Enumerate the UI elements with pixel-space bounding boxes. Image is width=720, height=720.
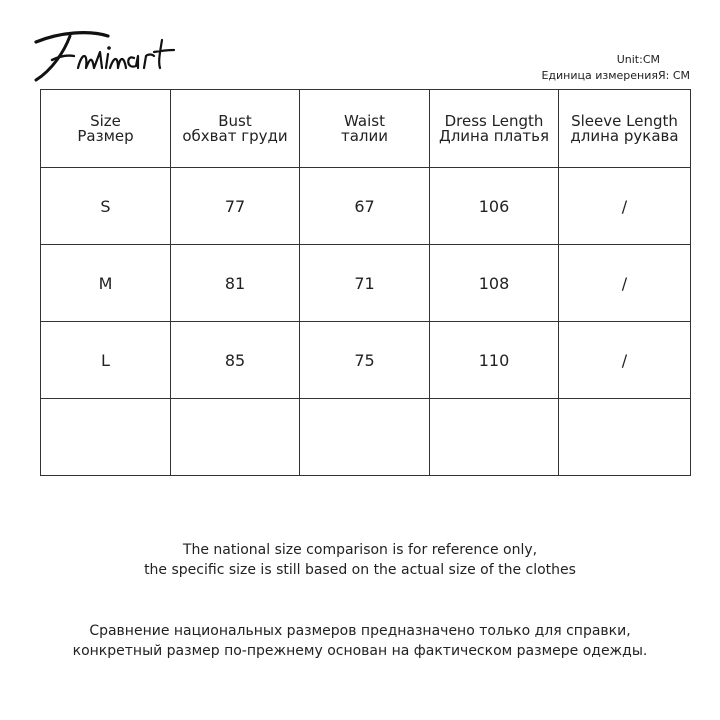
header-sleeve-length: Sleeve Length длина рукава: [559, 90, 691, 168]
note-english-line2: the specific size is still based on the actual size of the clothes: [144, 562, 576, 578]
cell-sleeve-length: /: [559, 168, 691, 245]
table-row: [41, 245, 691, 322]
note-russian-line1: Сравнение национальных размеров предназначено только для справки,: [89, 623, 631, 639]
cell-bust: [171, 399, 300, 476]
brand-logo: [30, 22, 210, 92]
unit-label: [541, 52, 690, 84]
size-chart-table: [40, 89, 691, 476]
cell-size: S: [41, 168, 171, 245]
cell-dress-length: 108: [430, 245, 559, 322]
cell-bust: 77: [171, 168, 300, 245]
brand-logo-signature: [30, 22, 210, 92]
cell-bust: 81: [171, 245, 300, 322]
cell-dress-length: 110: [430, 322, 559, 399]
note-russian: [0, 621, 720, 661]
cell-waist: 67: [300, 168, 430, 245]
unit-label-ru: Единица измеренияЯ: СМ: [541, 69, 690, 82]
cell-size: M: [41, 245, 171, 322]
note-english-line1: The national size comparison is for reference only,: [182, 542, 538, 558]
header-dress-length: Dress Length Длина платья: [430, 90, 559, 168]
table-row: [41, 168, 691, 245]
unit-label-en: Unit:CM: [616, 53, 660, 66]
table-row: [41, 322, 691, 399]
header-size: Size Размер: [41, 90, 171, 168]
cell-bust: 85: [171, 322, 300, 399]
cell-sleeve-length: /: [559, 245, 691, 322]
cell-sleeve-length: [559, 399, 691, 476]
cell-size: [41, 399, 171, 476]
cell-waist: 71: [300, 245, 430, 322]
cell-dress-length: 106: [430, 168, 559, 245]
table-header-row: [41, 90, 691, 168]
cell-sleeve-length: /: [559, 322, 691, 399]
cell-waist: [300, 399, 430, 476]
header-bust: Bust обхват груди: [171, 90, 300, 168]
header-waist: Waist талии: [300, 90, 430, 168]
cell-waist: 75: [300, 322, 430, 399]
note-english: [0, 540, 720, 580]
cell-size: L: [41, 322, 171, 399]
table-row-empty: [41, 399, 691, 476]
note-russian-line2: конкретный размер по-прежнему основан на фактическом размере одежды.: [72, 643, 648, 659]
cell-dress-length: [430, 399, 559, 476]
